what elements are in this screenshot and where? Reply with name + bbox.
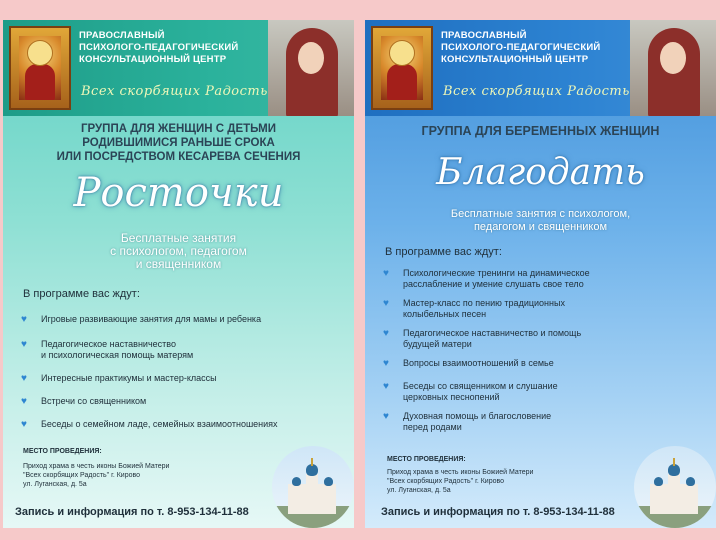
contact-info: Запись и информация по т. 8-953-134-11-88 — [15, 506, 249, 518]
list-item: ♥ Педагогическое наставничество и помощь будущей матери — [383, 328, 582, 349]
church-photo — [634, 446, 716, 528]
church-photo — [272, 446, 354, 528]
orthodox-icon-image — [9, 26, 71, 110]
heart-icon: ♥ — [383, 358, 389, 369]
org-line: ПСИХОЛОГО-ПЕДАГОГИЧЕСКИЙ — [441, 42, 601, 53]
list-item: ♥ Психологические тренинги на динамическое расслабление и умение слушать свое тело — [383, 268, 590, 289]
heart-icon: ♥ — [383, 298, 389, 309]
woman-photo — [630, 20, 716, 116]
place-heading: МЕСТО ПРОВЕДЕНИЯ: — [23, 448, 102, 455]
poster-header — [365, 20, 716, 116]
list-item: ♥ Вопросы взаимоотношений в семье — [383, 358, 554, 369]
program-list — [383, 268, 590, 433]
list-item: ♥ Педагогическое наставничество и психологическая помощь матерям — [21, 339, 194, 360]
org-name — [441, 30, 621, 66]
org-line: КОНСУЛЬТАЦИОННЫЙ ЦЕНТР — [441, 54, 589, 65]
woman-photo — [268, 20, 354, 116]
program-name: Благодать — [436, 152, 645, 193]
heart-icon: ♥ — [21, 396, 27, 407]
org-line: ПРАВОСЛАВНЫЙ — [79, 30, 165, 41]
list-item: ♥ Мастер-класс по пению традиционных колыбельных песен — [383, 298, 565, 319]
org-line: ПРАВОСЛАВНЫЙ — [441, 30, 527, 41]
program-list — [21, 314, 278, 430]
free-classes-text: Бесплатные занятия с психологом, педагогом и священником — [450, 208, 631, 233]
group-title: ГРУППА ДЛЯ БЕРЕМЕННЫХ ЖЕНЩИН — [421, 124, 660, 138]
heart-icon: ♥ — [21, 373, 27, 384]
program-heading: В программе вас ждут: — [23, 288, 140, 300]
heart-icon: ♥ — [383, 328, 389, 339]
heart-icon: ♥ — [383, 411, 389, 422]
place-address: Приход храма в честь иконы Божией Матери "Всех скорбящих Радость" г. Кирово ул. Луганская, д. 5а — [387, 469, 534, 494]
place-address: Приход храма в честь иконы Божией Матери "Всех скорбящих Радость" г. Кирово ул. Луганская, д. 5а — [23, 463, 170, 488]
program-heading: В программе вас ждут: — [385, 246, 502, 258]
list-item: ♥ Интересные практикумы и мастер-классы — [21, 373, 217, 384]
heart-icon: ♥ — [21, 339, 27, 350]
program-name: Росточки — [73, 170, 284, 216]
contact-info: Запись и информация по т. 8-953-134-11-88 — [381, 506, 615, 518]
poster-blagodat — [365, 20, 716, 528]
list-item: ♥ Встречи со священником — [21, 396, 147, 407]
place-heading: МЕСТО ПРОВЕДЕНИЯ: — [387, 456, 466, 463]
org-name — [79, 30, 259, 66]
heart-icon: ♥ — [383, 381, 389, 392]
list-item: ♥ Духовная помощь и благословение перед родами — [383, 411, 552, 432]
heart-icon: ♥ — [21, 419, 27, 430]
list-item: ♥ Беседы со священником и слушание церковных песнопений — [383, 381, 558, 402]
org-line: ПСИХОЛОГО-ПЕДАГОГИЧЕСКИЙ — [79, 42, 239, 53]
group-title: ГРУППА ДЛЯ ЖЕНЩИН С ДЕТЬМИ РОДИВШИМИСЯ РАНЬШЕ СРОКА ИЛИ ПОСРЕДСТВОМ КЕСАРЕВА СЕЧЕНИЯ — [56, 123, 301, 163]
free-classes-text: Бесплатные занятия с психологом, педагогом и священником — [110, 231, 247, 271]
poster-rostochki — [3, 20, 354, 528]
org-line: КОНСУЛЬТАЦИОННЫЙ ЦЕНТР — [79, 54, 227, 65]
center-name: Всех скорбящих Радость — [81, 84, 268, 99]
heart-icon: ♥ — [21, 314, 27, 325]
heart-icon: ♥ — [383, 268, 389, 279]
list-item: ♥ Игровые развивающие занятия для мамы и ребенка — [21, 314, 262, 325]
orthodox-icon-image — [371, 26, 433, 110]
center-name: Всех скорбящих Радость — [443, 84, 630, 99]
list-item: ♥ Беседы о семейном ладе, семейных взаимоотношениях — [21, 419, 278, 430]
poster-header — [3, 20, 354, 116]
